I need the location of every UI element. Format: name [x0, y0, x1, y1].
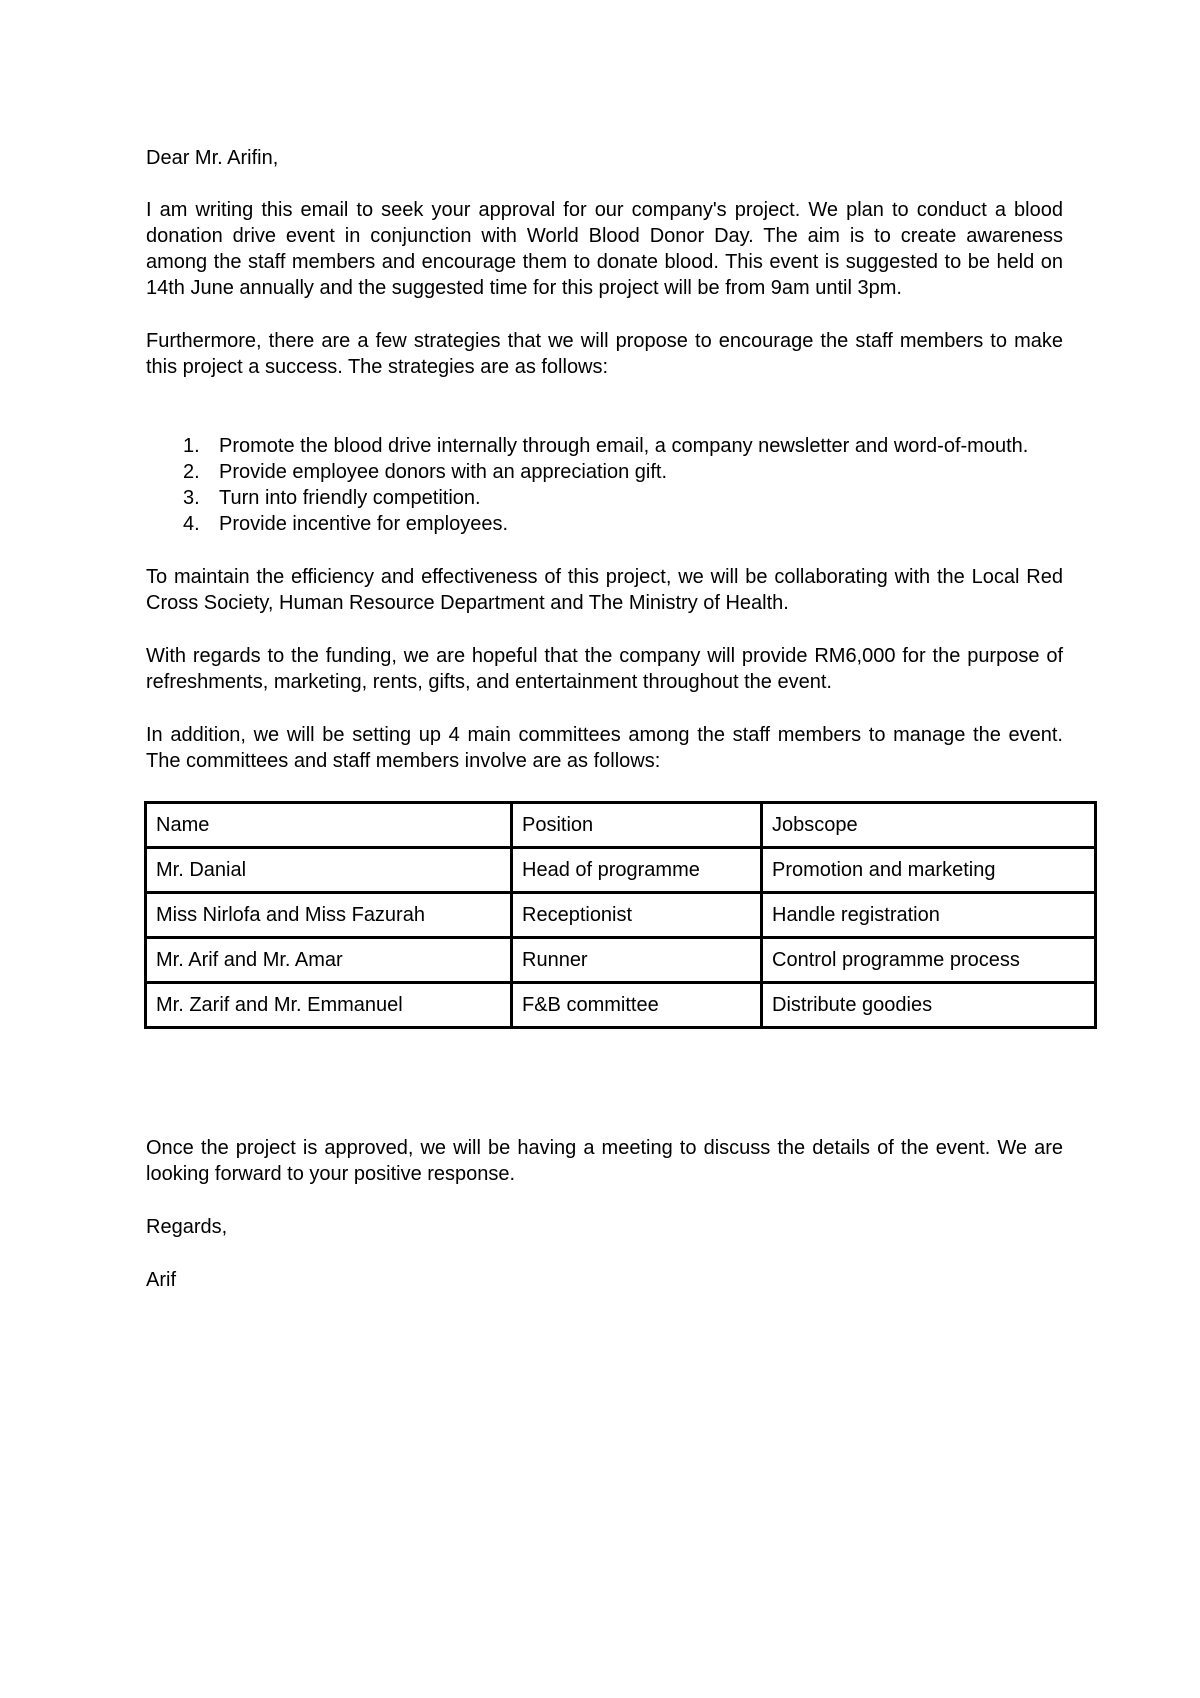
cell-position: Head of programme — [512, 848, 762, 893]
cell-jobscope: Distribute goodies — [762, 983, 1096, 1028]
collaboration-paragraph: To maintain the efficiency and effectiveness of this project, we will be collaborating with the Local Red Cross Society, Human Resource Department and The Ministry of Health. — [146, 566, 1063, 614]
strategy-item — [183, 485, 1063, 511]
strategy-text: Provide incentive for employees. — [219, 513, 509, 535]
letter-page — [146, 145, 1063, 1291]
funding-paragraph: With regards to the funding, we are hopeful that the company will provide RM6,000 for the purpose of refreshments, marketing, rents, gifts, and entertainment throughout the event. — [146, 645, 1063, 693]
cell-name: Mr. Arif and Mr. Amar — [146, 938, 512, 983]
intro-paragraph: I am writing this email to seek your approval for our company's project. We plan to conduct a blood donation drive event in conjunction with World Blood Donor Day. The aim is to create awareness among the staff members and encourage them to donate blood. This event is suggested to be held on 14th June annually and the suggested time for this project will be from 9am until 3pm. — [146, 199, 1063, 299]
cell-jobscope: Promotion and marketing — [762, 848, 1096, 893]
signature: Arif — [146, 1269, 176, 1291]
table-row — [146, 983, 1096, 1028]
cell-position: F&B committee — [512, 983, 762, 1028]
table-row — [146, 938, 1096, 983]
strategy-item — [183, 511, 1063, 537]
table-header-row — [146, 803, 1096, 848]
strategy-item — [183, 433, 1063, 459]
header-cell-name: Name — [146, 803, 512, 848]
cell-position: Runner — [512, 938, 762, 983]
committees-paragraph: In addition, we will be setting up 4 main committees among the staff members to manage the event. The committees and staff members involve are as follows: — [146, 724, 1063, 772]
letter-ending — [146, 1135, 1063, 1293]
strategy-number: 4. — [183, 513, 200, 535]
cell-jobscope: Control programme process — [762, 938, 1096, 983]
closing-paragraph: Once the project is approved, we will be having a meeting to discuss the details of the event. We are looking forward to your positive response. — [146, 1137, 1063, 1185]
header-cell-position: Position — [512, 803, 762, 848]
cell-jobscope: Handle registration — [762, 893, 1096, 938]
strategy-number: 3. — [183, 487, 200, 509]
cell-name: Miss Nirlofa and Miss Fazurah — [146, 893, 512, 938]
strategy-item — [183, 459, 1063, 485]
strategy-number: 2. — [183, 461, 200, 483]
table-row — [146, 848, 1096, 893]
strategy-text: Turn into friendly competition. — [219, 487, 481, 509]
closing-phrase: Regards, — [146, 1216, 228, 1238]
strategies-list — [146, 433, 1063, 537]
cell-name: Mr. Zarif and Mr. Emmanuel — [146, 983, 512, 1028]
header-cell-jobscope: Jobscope — [762, 803, 1096, 848]
committee-table — [144, 801, 1097, 1029]
cell-position: Receptionist — [512, 893, 762, 938]
strategy-text: Provide employee donors with an appreciation gift. — [219, 461, 668, 483]
cell-name: Mr. Danial — [146, 848, 512, 893]
strategy-text: Promote the blood drive internally through email, a company newsletter and word-of-mouth. — [219, 435, 1029, 457]
table-row — [146, 893, 1096, 938]
strategy-number: 1. — [183, 435, 200, 457]
strategies-intro-paragraph: Furthermore, there are a few strategies that we will propose to encourage the staff members to make this project a success. The strategies are as follows: — [146, 330, 1063, 378]
salutation: Dear Mr. Arifin, — [146, 147, 279, 169]
list-spacer — [146, 380, 1063, 433]
